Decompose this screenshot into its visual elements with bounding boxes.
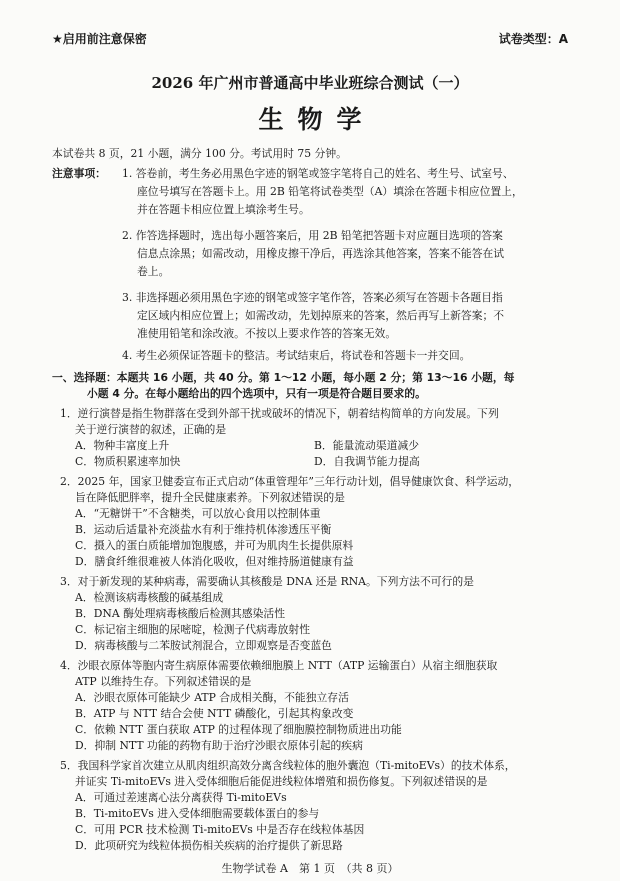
q2-option-a: A．“无糖饼干”不含糖类，可以放心食用以控制体重: [75, 507, 321, 520]
notice-item-3-line-3: 准使用铅笔和涂改液。不按以上要求作答的答案无效。: [137, 327, 397, 340]
confidential-mark: ★启用前注意保密: [52, 32, 147, 46]
exam-title: 2026 年广州市普通高中毕业班综合测试（一）: [151, 74, 469, 92]
q5-option-a: A．可通过差速离心法分离获得 Ti-mitoEVs: [75, 791, 287, 804]
section-heading-line-2: 小题 4 分。在每小题给出的四个选项中，只有一项是符合题目要求的。: [87, 387, 426, 400]
page-footer: 生物学试卷 A 第 1 页 （共 8 页）: [221, 862, 399, 875]
notice-item-2-line-3: 卷上。: [137, 265, 170, 278]
q2-option-c: C．摄入的蛋白质能增加饱腹感，并可为肌肉生长提供原料: [75, 539, 354, 552]
notice-item-4: 4. 考生必须保证答题卡的整洁。考试结束后，将试卷和答题卡一并交回。: [122, 349, 471, 362]
notice-item-1-line-2: 座位号填写在答题卡上。用 2B 铅笔将试卷类型（A）填涂在答题卡相应位置上，: [137, 185, 523, 198]
paper-type: 试卷类型：A: [498, 32, 568, 46]
q5-option-c: C．可用 PCR 技术检测 Ti-mitoEVs 中是否存在线粒体基因: [75, 823, 365, 836]
notice-item-2-line-1: 2. 作答选择题时，选出每小题答案后，用 2B 铅笔把答题卡对应题目选项的答案: [122, 229, 503, 242]
section-heading-line-1: 一、选择题：本题共 16 小题，共 40 分。第 1～12 小题，每小题 2 分；第 13～16 小题，每: [52, 371, 515, 384]
q4-stem-line-2: ATP 以维持生存。下列叙述错误的是: [75, 675, 252, 688]
notice-label: 注意事项：: [52, 167, 106, 180]
notice-item-2-line-2: 信息点涂黑；如需改动，用橡皮擦干净后，再选涂其他答案，答案不能答在试: [137, 247, 505, 260]
subject-title: 生物学: [258, 105, 376, 134]
notice-item-3-line-1: 3. 非选择题必须用黑色字迹的钢笔或签字笔作答，答案必须写在答题卡各题目指: [122, 291, 503, 304]
q3-stem: 3．对于新发现的某种病毒，需要确认其核酸是 DNA 还是 RNA。下列方法不可行的是: [60, 575, 474, 588]
q1-option-b: B．能量流动渠道减少: [314, 439, 420, 452]
q4-option-b: B．ATP 与 NTT 结合会使 NTT 磷酸化，引起其构象改变: [75, 707, 354, 720]
q1-stem-line-1: 1．逆行演替是指生物群落在受到外部干扰或破坏的情况下，朝着结构简单的方向发展。下列: [60, 407, 499, 420]
q2-stem-line-1: 2．2025 年，国家卫健委宣布正式启动“体重管理年”三年行动计划，倡导健康饮食、科学运动，: [60, 475, 520, 488]
q3-option-a: A．检测该病毒核酸的碱基组成: [75, 591, 224, 604]
q1-option-a: A．物种丰富度上升: [75, 439, 170, 452]
q5-stem-line-1: 5．我国科学家首次建立从肌肉组织高效分离含线粒体的胞外囊泡（Ti-mitoEVs）的技术体系，: [60, 759, 516, 772]
notice-item-1-line-3: 并在答题卡相应位置上填涂考生号。: [137, 203, 310, 216]
intro-text: 本试卷共 8 页，21 小题，满分 100 分。考试用时 75 分钟。: [52, 147, 347, 160]
q4-option-a: A．沙眼衣原体可能缺少 ATP 合成相关酶，不能独立存活: [75, 691, 349, 704]
notice-item-1-line-1: 1. 答卷前，考生务必用黑色字迹的钢笔或签字笔将自己的姓名、考生号、试室号、: [122, 167, 514, 180]
notice-item-3-line-2: 定区域内相应位置上；如需改动，先划掉原来的答案，然后再写上新答案；不: [137, 309, 505, 322]
q2-option-b: B．运动后适量补充淡盐水有利于维持机体渗透压平衡: [75, 523, 332, 536]
q1-option-d: D．自我调节能力提高: [314, 455, 420, 468]
q4-stem-line-1: 4．沙眼衣原体等胞内寄生病原体需要依赖细胞膜上 NTT（ATP 运输蛋白）从宿主细胞获取: [60, 659, 498, 672]
q3-option-d: D．病毒核酸与二苯胺试剂混合，立即观察是否变蓝色: [75, 639, 332, 652]
q5-option-b: B．Ti-mitoEVs 进入受体细胞需要载体蛋白的参与: [75, 807, 320, 820]
q4-option-d: D．抑制 NTT 功能的药物有助于治疗沙眼衣原体引起的疾病: [75, 739, 363, 752]
q3-option-b: B．DNA 酶处理病毒核酸后检测其感染活性: [75, 607, 286, 620]
q2-option-d: D．膳食纤维很难被人体消化吸收，但对维持肠道健康有益: [75, 555, 354, 568]
q5-option-d: D．此项研究为线粒体损伤相关疾病的治疗提供了新思路: [75, 839, 343, 852]
q1-stem-line-2: 关于逆行演替的叙述，正确的是: [75, 423, 227, 436]
q5-stem-line-2: 并证实 Ti-mitoEVs 进入受体细胞后能促进线粒体增殖和损伤修复。下列叙述错误的是: [75, 775, 488, 788]
q1-option-c: C．物质积累速率加快: [75, 455, 181, 468]
q4-option-c: C．依赖 NTT 蛋白获取 ATP 的过程体现了细胞膜控制物质进出功能: [75, 723, 402, 736]
q3-option-c: C．标记宿主细胞的尿嘧啶，检测子代病毒放射性: [75, 623, 310, 636]
q2-stem-line-2: 旨在降低肥胖率，提升全民健康素养。下列叙述错误的是: [75, 491, 345, 504]
